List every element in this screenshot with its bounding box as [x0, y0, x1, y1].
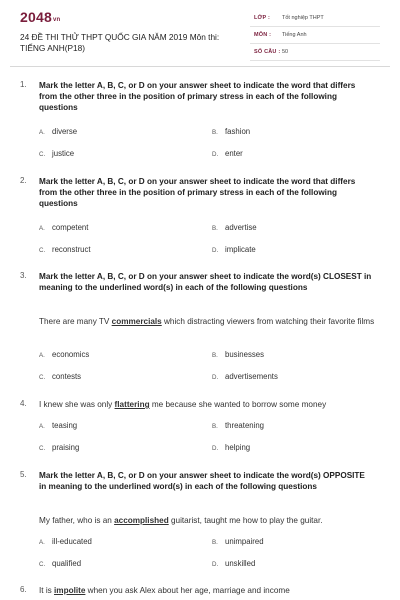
option-b[interactable] [212, 127, 250, 136]
meta-key: SỐ CÂU : [254, 49, 281, 55]
meta-value: Tiếng Anh [282, 32, 307, 38]
option-c[interactable] [39, 559, 81, 568]
option-text: economics [52, 350, 90, 359]
option-c[interactable] [39, 443, 79, 452]
question-sentence [39, 585, 379, 596]
question-number: 3. [20, 271, 27, 280]
meta-row-count [250, 46, 380, 61]
meta-value: Tốt nghiệp THPT [282, 15, 324, 21]
option-b[interactable] [212, 223, 257, 232]
option-letter: A. [39, 129, 45, 136]
header [0, 0, 400, 66]
option-letter: B. [212, 129, 218, 136]
header-divider [10, 66, 390, 67]
option-letter: B. [212, 352, 218, 359]
option-text: enter [225, 149, 243, 158]
question-prompt: Mark the letter A, B, C, or D on your answer sheet to indicate the word(s) CLOSEST in meaning to the underlined word(s) in each of the following questions [39, 272, 372, 292]
option-c[interactable] [39, 245, 91, 254]
sentence-after: when you ask Alex about her age, marriage and income [85, 586, 290, 595]
option-letter: B. [212, 539, 218, 546]
option-d[interactable] [212, 372, 278, 381]
question-number: 2. [20, 176, 27, 185]
option-a[interactable] [39, 350, 89, 359]
option-letter: C. [39, 374, 46, 381]
logo-text: 2048 [20, 9, 52, 25]
meta-key: LỚP : [254, 15, 270, 21]
sentence-before: It is [39, 586, 55, 595]
option-text: advertisements [225, 372, 278, 381]
question-number: 1. [20, 80, 27, 89]
option-text: unskilled [225, 559, 256, 568]
option-letter: B. [212, 225, 218, 232]
option-letter: C. [39, 445, 46, 452]
question-sentence [39, 515, 379, 526]
underlined-word: accomplished [114, 516, 169, 525]
underlined-word: commercials [111, 317, 162, 326]
option-text: businesses [225, 350, 265, 359]
option-text: threatening [225, 421, 265, 430]
logo-suffix: vn [52, 17, 61, 23]
option-letter: D. [212, 247, 219, 254]
option-letter: C. [39, 247, 46, 254]
option-text: reconstruct [52, 245, 91, 254]
sentence-before: My father, who is an [39, 516, 115, 525]
option-text: helping [225, 443, 251, 452]
option-text: praising [52, 443, 80, 452]
sentence-after: guitarist, taught me how to play the guitar. [168, 516, 323, 525]
option-text: qualified [52, 559, 82, 568]
sentence-after: me because she wanted to borrow some money [149, 400, 327, 409]
option-text: advertise [225, 223, 257, 232]
question-prompt: Mark the letter A, B, C, or D on your answer sheet to indicate the word that differs from the other three in the position of primary stress in each of the following questions [39, 81, 356, 112]
question-sentence [39, 316, 379, 327]
sentence-before: I knew she was only [39, 400, 115, 409]
meta-row-subject [250, 29, 380, 44]
option-letter: D. [212, 561, 219, 568]
option-letter: A. [39, 352, 45, 359]
option-b[interactable] [212, 421, 264, 430]
option-d[interactable] [212, 559, 255, 568]
meta-row-class [250, 12, 380, 27]
option-b[interactable] [212, 537, 264, 546]
exam-meta [250, 12, 380, 63]
option-c[interactable] [39, 149, 74, 158]
option-d[interactable] [212, 443, 250, 452]
option-letter: A. [39, 423, 45, 430]
underlined-word: impolite [54, 586, 86, 595]
option-text: competent [52, 223, 89, 232]
option-a[interactable] [39, 223, 88, 232]
question-sentence [39, 399, 379, 410]
option-c[interactable] [39, 372, 81, 381]
option-letter: D. [212, 151, 219, 158]
option-text: justice [52, 149, 75, 158]
meta-value: 50 [282, 49, 289, 55]
option-letter: A. [39, 225, 45, 232]
site-logo[interactable] [20, 9, 60, 25]
option-a[interactable] [39, 127, 77, 136]
meta-key: MÔN : [254, 32, 272, 38]
option-letter: B. [212, 423, 218, 430]
question-number: 5. [20, 470, 27, 479]
option-text: implicate [225, 245, 256, 254]
option-text: contests [52, 372, 82, 381]
option-a[interactable] [39, 421, 77, 430]
question-prompt: Mark the letter A, B, C, or D on your answer sheet to indicate the word(s) OPPOSITE in meaning to the underlined word(s) in each of the following questions [39, 471, 365, 491]
option-text: fashion [225, 127, 251, 136]
option-letter: C. [39, 561, 46, 568]
question-number: 4. [20, 399, 27, 408]
underlined-word: flattering [114, 400, 150, 409]
option-text: ill-educated [52, 537, 92, 546]
option-text: teasing [52, 421, 78, 430]
option-d[interactable] [212, 245, 256, 254]
option-d[interactable] [212, 149, 243, 158]
option-text: unimpaired [225, 537, 264, 546]
sentence-after: which distracting viewers from watching their favorite films [161, 317, 375, 326]
option-letter: D. [212, 374, 219, 381]
option-text: diverse [52, 127, 78, 136]
sentence-before: There are many TV [39, 317, 112, 326]
option-letter: A. [39, 539, 45, 546]
option-a[interactable] [39, 537, 92, 546]
option-letter: D. [212, 445, 219, 452]
option-letter: C. [39, 151, 46, 158]
option-b[interactable] [212, 350, 264, 359]
question-number: 6. [20, 585, 27, 594]
question-prompt: Mark the letter A, B, C, or D on your answer sheet to indicate the word that differs from the other three in the position of primary stress in each of the following questions [39, 177, 356, 208]
exam-title: 24 ĐỀ THI THỬ THPT QUỐC GIA NĂM 2019 Môn thi: TIẾNG ANH(P18) [20, 32, 220, 53]
